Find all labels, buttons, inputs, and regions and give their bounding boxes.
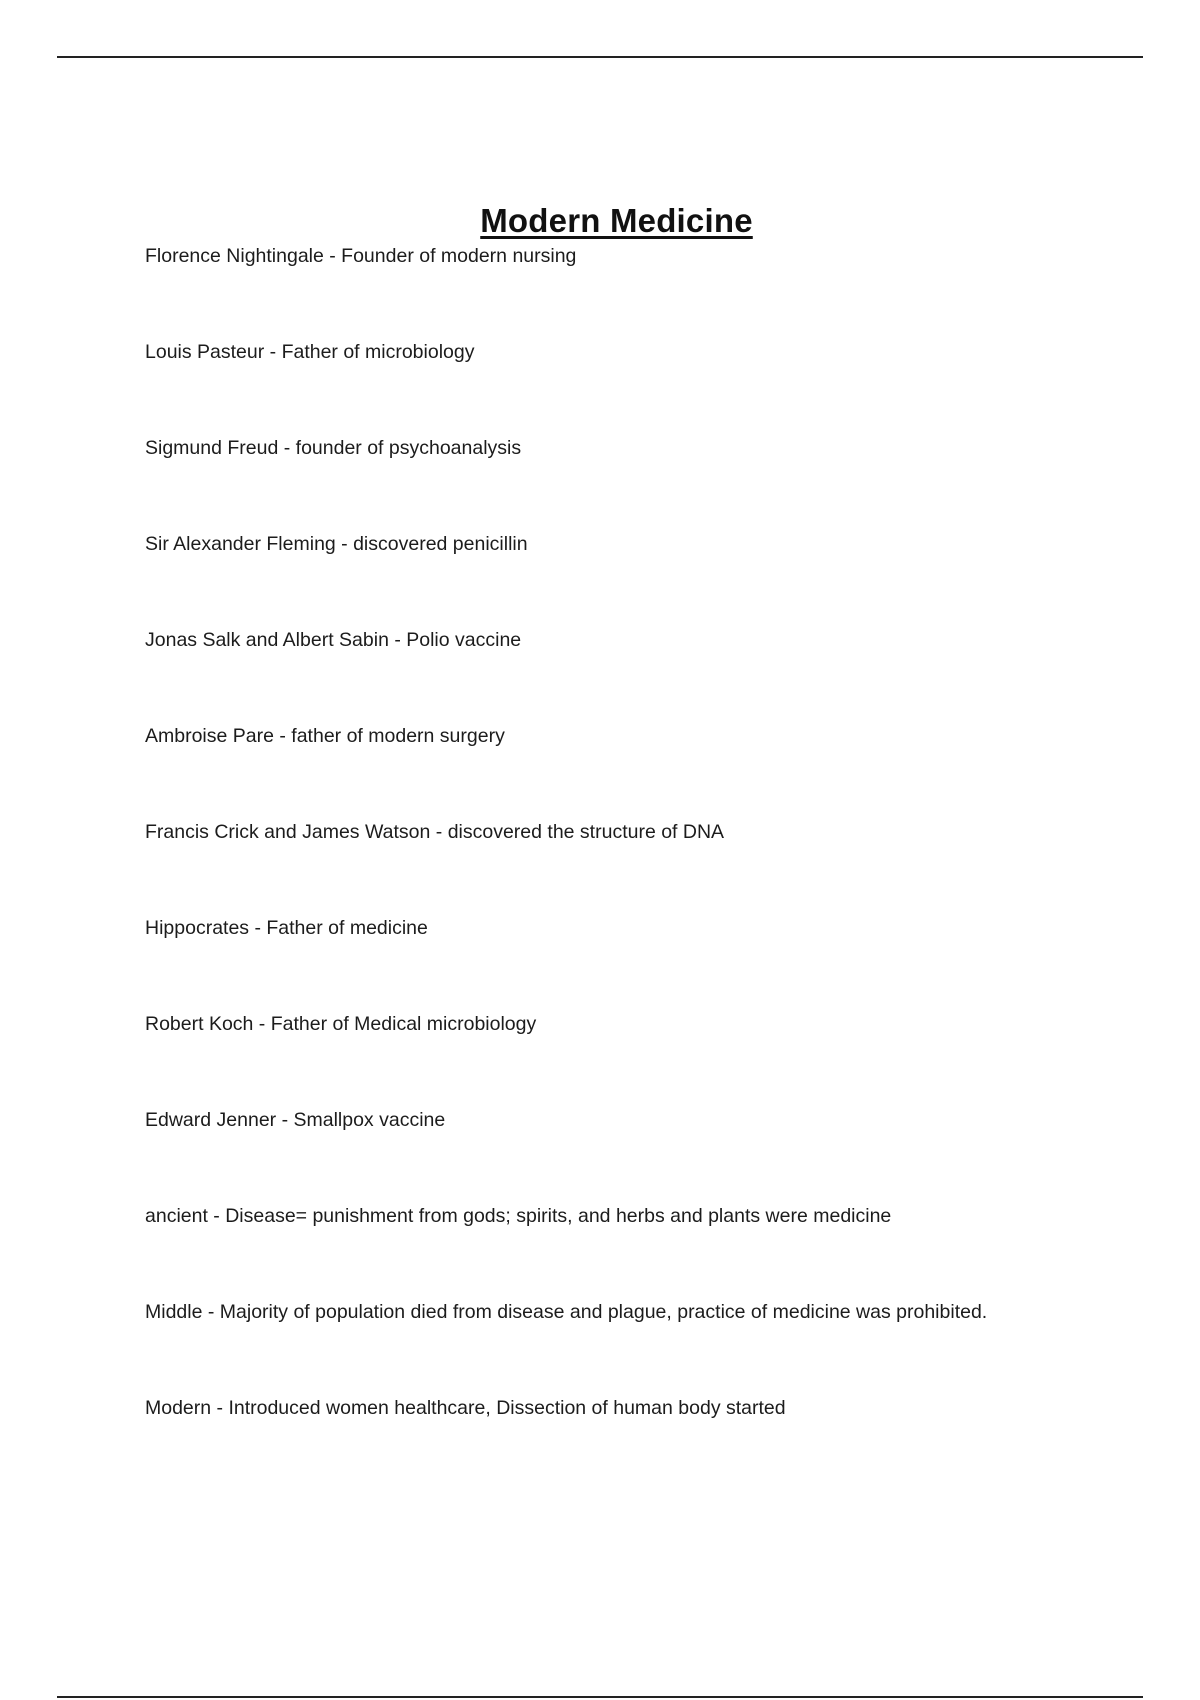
list-item: Modern - Introduced women healthcare, Dissection of human body started — [145, 1397, 786, 1419]
list-item: Francis Crick and James Watson - discovered the structure of DNA — [145, 821, 725, 843]
list-item: Edward Jenner - Smallpox vaccine — [145, 1109, 446, 1131]
entry-list — [145, 244, 1145, 1492]
list-item: Middle - Majority of population died from disease and plague, practice of medicine was prohibited. — [145, 1301, 988, 1323]
list-item: Hippocrates - Father of medicine — [145, 917, 428, 939]
list-item: Sir Alexander Fleming - discovered penicillin — [145, 533, 528, 555]
page-title: Modern Medicine — [480, 202, 753, 240]
footer-rule — [57, 1696, 1143, 1698]
list-item: Robert Koch - Father of Medical microbiology — [145, 1013, 537, 1035]
list-item: Jonas Salk and Albert Sabin - Polio vaccine — [145, 629, 522, 651]
list-item: ancient - Disease= punishment from gods; spirits, and herbs and plants were medicine — [145, 1205, 892, 1227]
list-item: Sigmund Freud - founder of psychoanalysis — [145, 437, 522, 459]
list-item: Louis Pasteur - Father of microbiology — [145, 341, 475, 363]
list-item: Florence Nightingale - Founder of modern nursing — [145, 245, 577, 267]
header-rule — [57, 56, 1143, 58]
list-item: Ambroise Pare - father of modern surgery — [145, 725, 505, 747]
